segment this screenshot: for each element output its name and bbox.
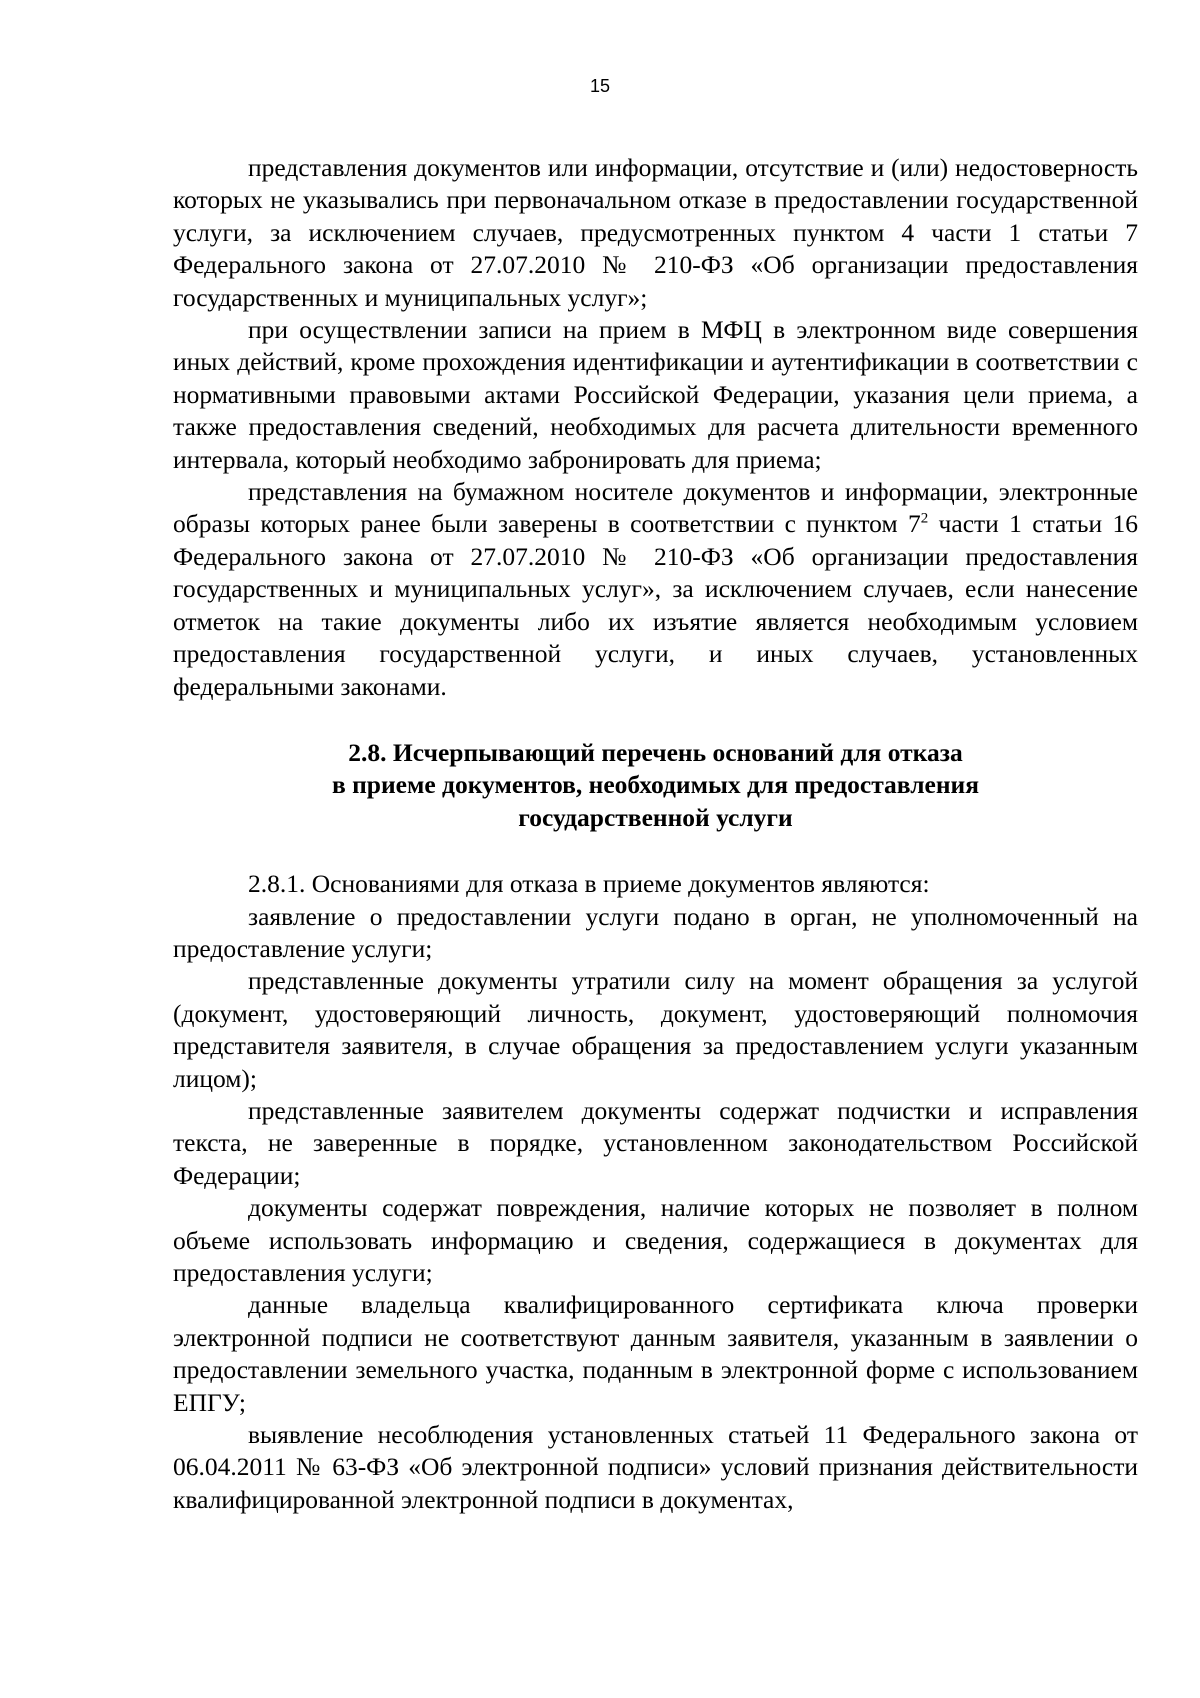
paragraph-8: документы содержат повреждения, наличие которых не позволяет в полном объеме использовать информацию и сведения, содержащиеся в документах для предоставления услуги; [173, 1193, 1138, 1287]
paragraph-7: представленные заявителем документы содержат подчистки и исправления текста, не заверенные в порядке, установленном законодательством Российской Федерации; [173, 1095, 1138, 1190]
paragraph-1: представления документов или информации, отсутствие и (или) недостоверность которых не указывались при первоначальном отказе в предоставлении государственной услуги, за исключением случаев, предусмотренных пунктом 4 части 1 статьи 7 Федерального закона от 27.07.2010 № 210-ФЗ «Об организации предоставления государственных и муниципальных услуг»; [173, 153, 1138, 312]
paragraph-6: представленные документы утратили силу на момент обращения за услугой (документ, удостоверяющий личность, документ, удостоверяющий полномочия представителя заявителя, в случае обращения за предоставлением услуги указанным лицом); [173, 966, 1138, 1093]
paragraph-10: выявление несоблюдения установленных статьей 11 Федерального закона от 06.04.2011 № 63-ФЗ «Об электронной подписи» условий признания действительности квалифицированной электронной подписи в документах, [173, 1420, 1138, 1514]
document-body [173, 152, 1138, 1516]
paragraph-9: данные владельца квалифицированного сертификата ключа проверки электронной подписи не соответствуют данным заявителя, указанным в заявлении о предоставлении земельного участка, поданным в электронной форме с использованием ЕПГУ; [173, 1290, 1138, 1417]
page-number: 15 [589, 76, 611, 96]
section-heading [173, 737, 1138, 834]
paragraph-3-before: представления на бумажном носителе документов и информации, электронные образы которых ранее были заверены в соответствии с пунктом 7 [173, 477, 1138, 539]
paragraph-3 [173, 476, 1138, 703]
section-heading-line-3: государственной услуги [518, 802, 793, 832]
paragraph-3-superscript: 2 [920, 510, 929, 527]
paragraph-3-after: части 1 статьи 16 Федерального закона от 27.07.2010 № 210-ФЗ «Об организации предоставления государственных и муниципальных услуг», за исключением случаев, если нанесение отметок на такие документы либо их изъятие является необходимым условием предоставления государственной услуги, и иных случаев, установленных федеральными законами. [173, 509, 1138, 701]
section-heading-line-2: в приеме документов, необходимых для предоставления [331, 770, 980, 800]
section-heading-line-1: 2.8. Исчерпывающий перечень оснований для отказа [348, 737, 963, 767]
paragraph-2: при осуществлении записи на прием в МФЦ в электронном виде совершения иных действий, кроме прохождения идентификации и аутентификации в соответствии с нормативными правовыми актами Российской Федерации, указания цели приема, а также предоставления сведений, необходимых для расчета длительности временного интервала, который необходимо забронировать для приема; [173, 315, 1138, 474]
paragraph-5: заявление о предоставлении услуги подано в орган, не уполномоченный на предоставление услуги; [173, 901, 1138, 963]
paragraph-4: 2.8.1. Основаниями для отказа в приеме документов являются: [248, 869, 930, 899]
